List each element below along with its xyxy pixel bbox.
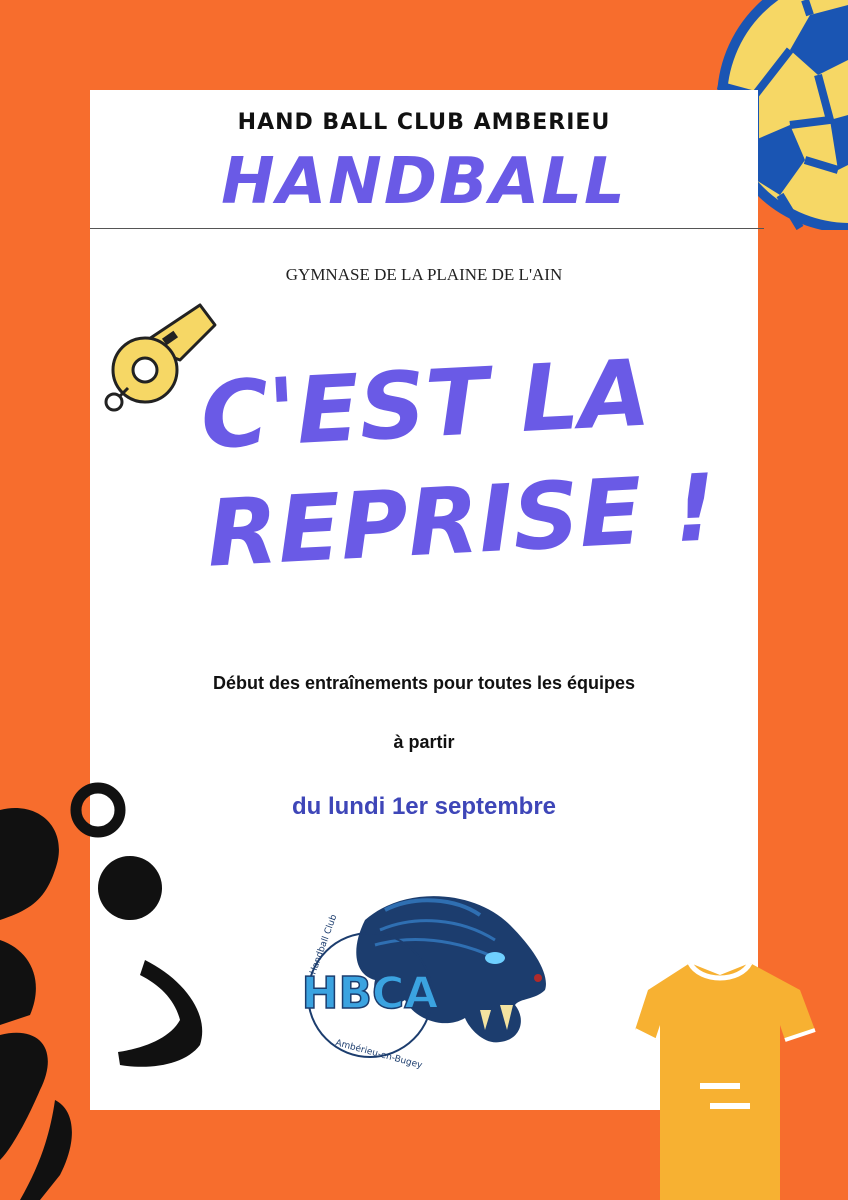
whistle-icon [100, 300, 220, 415]
sport-title: HANDBALL [221, 145, 627, 219]
training-start-text: Début des entraînements pour toutes les équipes [212, 673, 636, 693]
jersey-icon [630, 955, 820, 1200]
start-date: du lundi 1er septembre [291, 793, 557, 820]
headline [198, 329, 770, 594]
logo-bottom-text: Ambérieu-en-Bugey [334, 1038, 424, 1072]
logo-monogram: HBCA [301, 968, 439, 1019]
club-logo [295, 880, 565, 1080]
club-name: HAND BALL CLUB AMBERIEU [237, 110, 611, 135]
venue-name: GYMNASE DE LA PLAINE DE L'AIN [285, 265, 563, 284]
from-text: à partir [393, 732, 455, 752]
player-silhouette-icon [0, 780, 220, 1200]
headline-line-1: C'EST LA [198, 339, 653, 470]
divider [90, 228, 764, 229]
headline-line-2: REPRISE ! [204, 454, 719, 588]
logo-top-text: Handball Club [308, 913, 340, 977]
